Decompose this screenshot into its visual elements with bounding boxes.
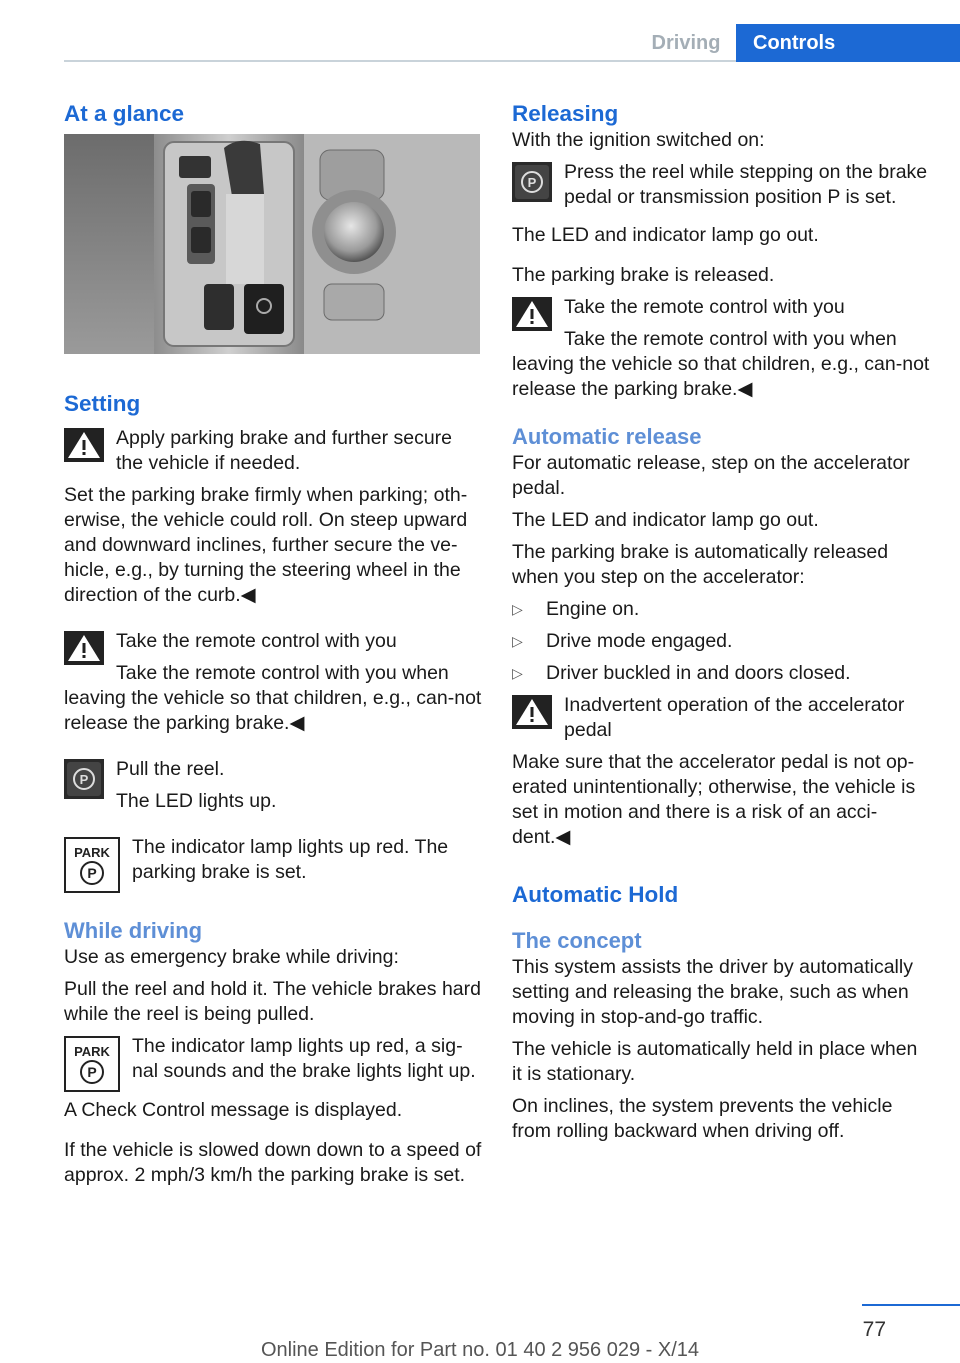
warning-title: Take the remote control with you [564,296,845,318]
warning-title: Inadvertent operation of the accelerator pedal [564,694,905,741]
parking-brake-button-icon [64,759,104,799]
pull-reel-text: Pull the reel. [116,758,225,780]
list-item: ▷ Driver buckled in and doors closed. [512,662,851,684]
heading-while-driving: While driving [64,918,203,943]
check-control-text: A Check Control message is displayed. [64,1099,403,1121]
warning-icon [512,695,552,729]
led-out-text: The LED and indicator lamp go out. [512,224,819,246]
park-text: The indicator lamp lights up red, a sig-nal sounds and the brake lights light up. [132,1035,476,1082]
heading-at-a-glance: At a glance [64,101,185,126]
left-column [64,100,482,1195]
triangle-bullet-icon: ▷ [512,601,523,617]
warning-body: Take the remote control with you when leaving the vehicle so that children, e.g., can-not release the parking brake.◀ [64,662,482,734]
warning-icon [512,297,552,331]
parking-brake-button-block [64,757,482,821]
warning-secure-vehicle [64,426,482,615]
press-reel-text: Press the reel while stepping on the brake pedal or transmission position P is set. [564,161,928,208]
press-reel-block [512,160,932,217]
auto-released-text: The parking brake is automatically released when you step on the accelerator: [512,541,889,588]
footer-rule [862,1304,960,1306]
list-item: ▷ Engine on. [512,598,640,620]
park-indicator-icon [64,837,120,893]
heading-the-concept: The concept [512,928,642,953]
emergency-text: Use as emergency brake while driving: [64,946,399,968]
warning-icon [64,631,104,665]
concept-text-3: On inclines, the system prevents the vehicle from rolling backward when driving off. [512,1095,893,1142]
released-text: The parking brake is released. [512,264,775,286]
warning-remote-control [64,629,482,743]
console-photo [64,134,480,354]
tab-controls[interactable]: Controls [736,24,960,62]
warning-icon [64,428,104,462]
heading-automatic-hold: Automatic Hold [512,882,679,907]
slowed-text: If the vehicle is slowed down down to a speed of approx. 2 mph/3 km/h the parking brake is set. [64,1139,482,1186]
tab-driving[interactable]: Driving [651,32,721,54]
parking-brake-button-icon [512,162,552,202]
park-indicator-block-2 [64,1034,482,1092]
heading-releasing: Releasing [512,101,619,126]
warning-body: Set the parking brake firmly when parking; oth-erwise, the vehicle could roll. On steep upward and downward inclines, further secure the ve-hicle, e.g., by turning the steering wheel in the direction of the curb.◀ [64,484,468,606]
p-letter: P [87,1064,97,1080]
park-label: PARK [74,1044,110,1059]
auto-release-conditions [512,597,932,686]
p-letter: P [527,175,537,190]
led-text: The LED lights up. [116,790,277,812]
auto-release-text: For automatic release, step on the accelerator pedal. [512,452,910,499]
p-letter: P [79,772,89,787]
pull-hold-text: Pull the reel and hold it. The vehicle brakes hard while the reel is being pulled. [64,978,481,1025]
triangle-bullet-icon: ▷ [512,665,523,681]
warning-accelerator [512,693,932,857]
list-item: ▷ Drive mode engaged. [512,630,733,652]
heading-setting: Setting [64,391,141,416]
warning-body: Take the remote control with you when leaving the vehicle so that children, e.g., can-not release the parking brake.◀ [512,328,930,400]
ignition-text: With the ignition switched on: [512,129,765,151]
park-text: The indicator lamp lights up red. The parking brake is set. [132,836,449,883]
page-number: 77 [862,1318,886,1341]
park-label: PARK [74,845,110,860]
p-letter: P [87,865,97,881]
warning-body: Make sure that the accelerator pedal is not op-erated unintentionally; otherwise, the vehicle is set in motion and there is a risk of an acci-dent.◀ [512,751,916,848]
triangle-bullet-icon: ▷ [512,633,523,649]
led-out-text-2: The LED and indicator lamp go out. [512,509,819,531]
concept-text-2: The vehicle is automatically held in place when it is stationary. [512,1038,918,1085]
footer-edition: Online Edition for Part no. 01 40 2 956 029 - X/14 [260,1339,700,1361]
warning-remote-control-2 [512,295,932,409]
warning-title: Apply parking brake and further secure the vehicle if needed. [116,427,453,474]
concept-text-1: This system assists the driver by automatically setting and releasing the brake, such as when moving in stop-and-go traffic. [512,956,913,1028]
warning-title: Take the remote control with you [116,630,397,652]
park-indicator-block [64,835,482,893]
heading-automatic-release: Automatic release [512,424,702,449]
park-indicator-icon [64,1036,120,1092]
right-column [512,100,932,1151]
